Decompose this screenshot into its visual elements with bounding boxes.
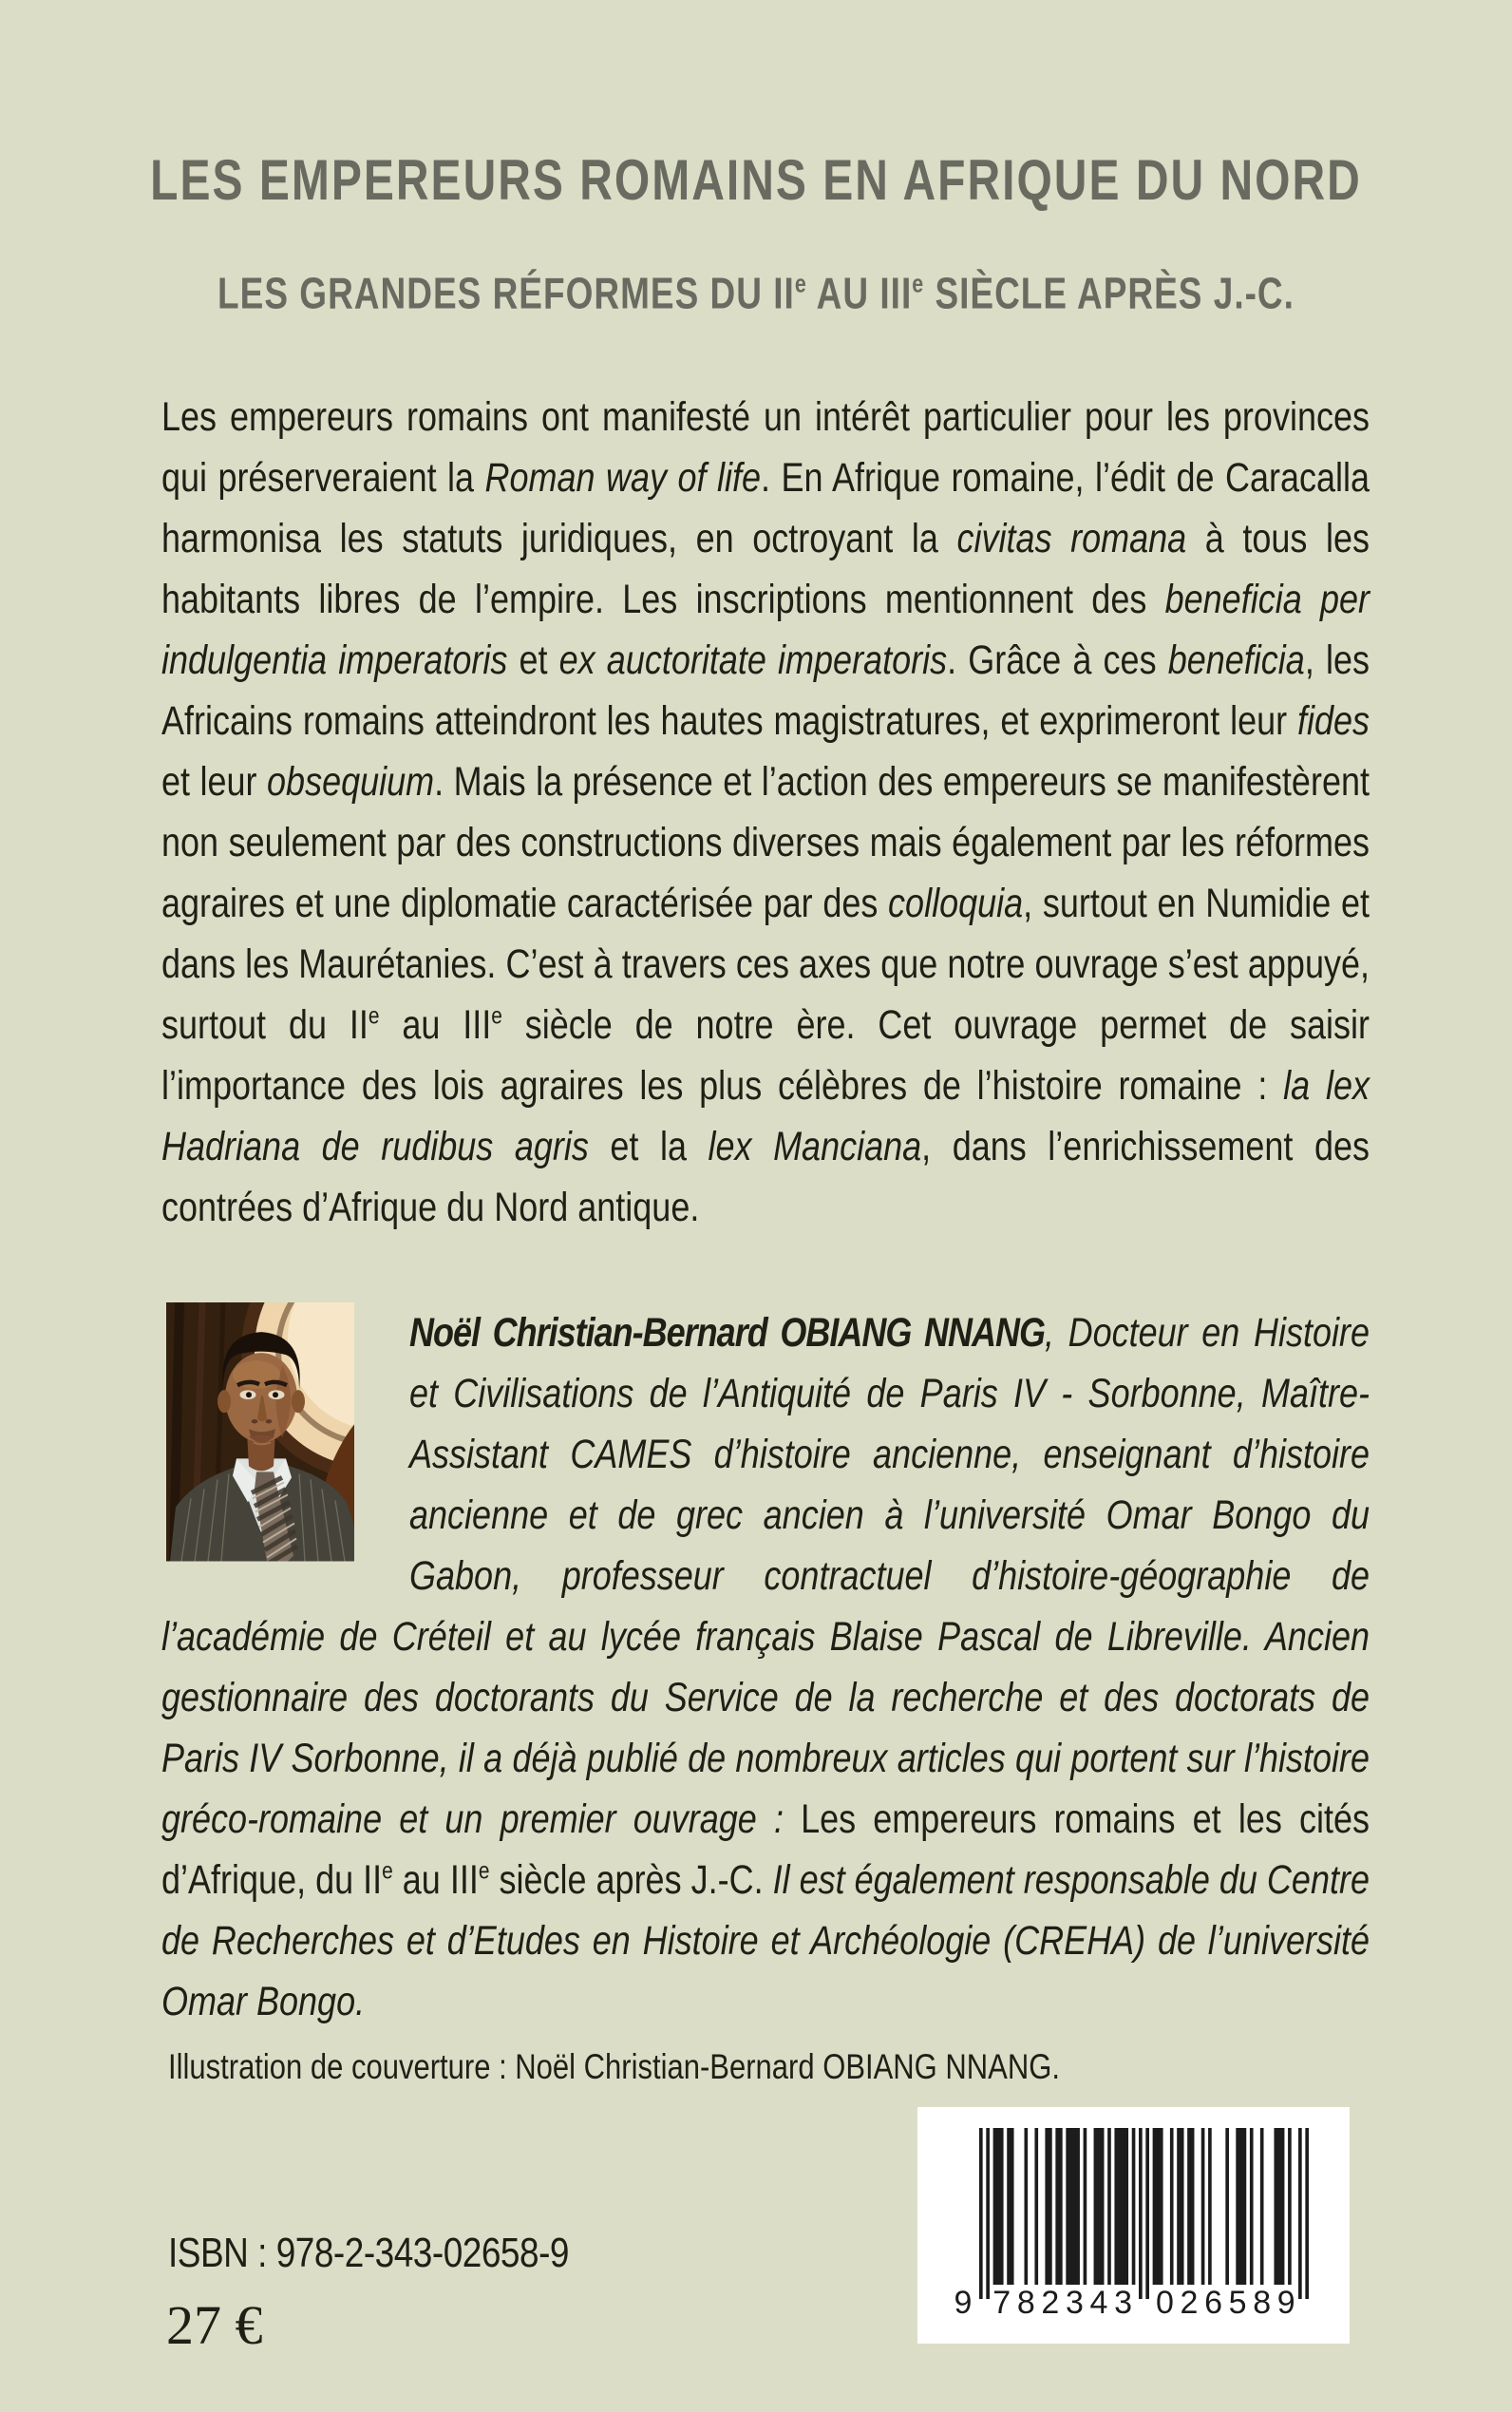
svg-text:3: 3 <box>1114 2285 1133 2321</box>
svg-text:5: 5 <box>1228 2285 1247 2321</box>
svg-text:0: 0 <box>1155 2285 1174 2321</box>
author-bio <box>161 1302 1370 2032</box>
svg-text:4: 4 <box>1089 2285 1108 2321</box>
price-label: 27 € <box>166 2294 263 2356</box>
isbn-number: ISBN : 978-2-343-02658-9 <box>168 2230 569 2276</box>
author-bio-text: Noël Christian-Bernard OBIANG NNANG, Docteur en Histoire et Civilisations de l’Antiquité de Paris IV - Sorbonne, Maître-Assistant CAMES d’histoire ancienne, enseignant d’histoire ancienne et de grec ancien à l’université Omar Bongo du Gabon, professeur contractuel d’histoire-géographie de l’académie de Créteil et au lycée français Blaise Pascal de Libreville. Ancien gestionnaire des doctorants du Service de la recherche et des doctorats de Paris IV Sorbonne, il a déjà publié de nombreux articles qui portent sur l’histoire gréco-romaine et un premier ouvrage : Les empereurs romains et les cités d’Afrique, du IIe au IIIe siècle après J.-C. Il est également responsable du Centre de Recherches et d’Etudes en Histoire et Archéologie (CREHA) de l’université Omar Bongo. <box>161 1309 1370 2024</box>
book-title: LES EMPEREURS ROMAINS EN AFRIQUE DU NORD <box>150 149 1362 213</box>
barcode-bars <box>917 2107 1350 2344</box>
svg-text:2: 2 <box>1180 2285 1199 2321</box>
svg-text:9: 9 <box>954 2285 973 2321</box>
svg-text:9: 9 <box>1276 2285 1295 2321</box>
book-subtitle: LES GRANDES RÉFORMES DU IIe AU IIIe SIÈCLE APRÈS J.-C. <box>217 268 1295 317</box>
cover-illustration-credit: Illustration de couverture : Noël Christian-Bernard OBIANG NNANG. <box>168 2047 1060 2087</box>
svg-text:3: 3 <box>1065 2285 1084 2321</box>
svg-text:7: 7 <box>992 2285 1011 2321</box>
svg-text:8: 8 <box>1016 2285 1035 2321</box>
svg-text:8: 8 <box>1253 2285 1272 2321</box>
svg-text:6: 6 <box>1204 2285 1223 2321</box>
author-photo <box>166 1302 354 1562</box>
svg-text:2: 2 <box>1041 2285 1060 2321</box>
ean13-barcode <box>917 2107 1350 2344</box>
author-portrait-illustration <box>166 1302 354 1562</box>
synopsis-paragraph: Les empereurs romains ont manifesté un intérêt particulier pour les provinces qui préserveraient la Roman way of life. En Afrique romaine, l’édit de Caracalla harmonisa les statuts juridiques, en octroyant la civitas romana à tous les habitants libres de l’empire. Les inscriptions mentionnent des beneficia per indulgentia imperatoris et ex auctoritate imperatoris. Grâce à ces beneficia, les Africains romains atteindront les hautes magistratures, et exprimeront leur fides et leur obsequium. Mais la présence et l’action des empereurs se manifestèrent non seulement par des constructions diverses mais également par les réformes agraires et une diplomatie caractérisée par des colloquia, surtout en Numidie et dans les Maurétanies. C’est à travers ces axes que notre ouvrage s’est appuyé, surtout du IIe au IIIe siècle de notre ère. Cet ouvrage permet de saisir l’importance des lois agraires les plus célèbres de l’histoire romaine : la lex Hadriana de rudibus agris et la lex Manciana, dans l’enrichissement des contrées d’Afrique du Nord antique. <box>161 393 1370 1230</box>
